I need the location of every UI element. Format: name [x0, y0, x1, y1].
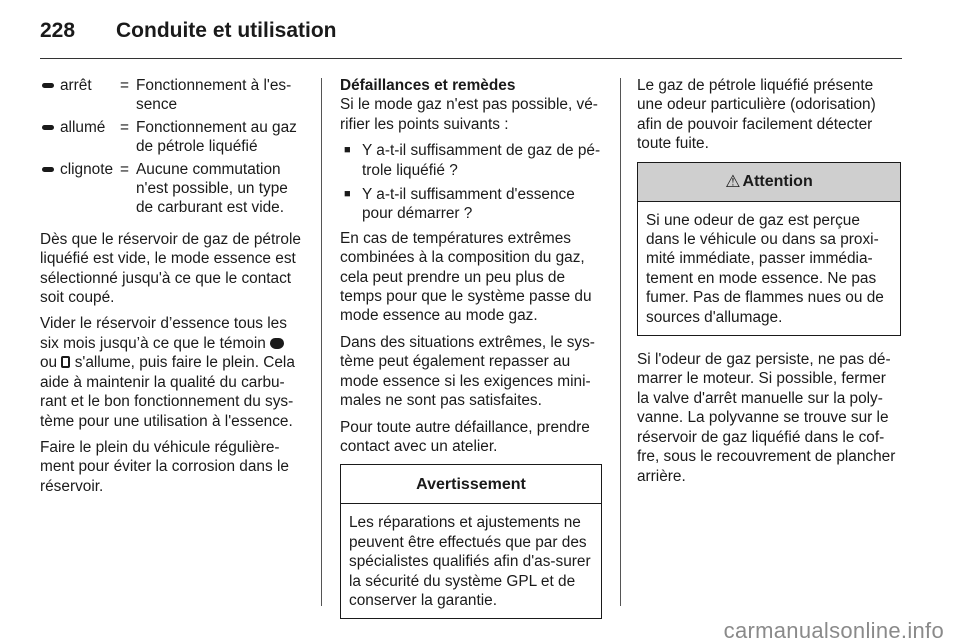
watermark: carmanualsonline.info	[723, 617, 944, 643]
column-divider	[620, 78, 621, 606]
status-meaning: Aucune commutation n'est possible, un type de carburant est vide.	[136, 160, 288, 217]
page-title: Conduite et utilisation	[116, 19, 337, 42]
list-item-text: Y a-t-il suffisamment d'essence pour démarrer ?	[362, 186, 575, 223]
warning-box	[637, 162, 901, 336]
status-meaning: Fonctionnement au gaz de pétrole liquéfié	[136, 118, 297, 156]
status-state: clignote	[60, 160, 114, 178]
list-item	[340, 141, 602, 180]
indicator-dash-icon	[42, 83, 54, 88]
status-state: arrêt	[60, 77, 92, 94]
status-state: allumé	[60, 118, 106, 136]
paragraph: Si l'odeur de gaz persiste, ne pas dé-marrer le moteur. Si possible, fermer la valve d'arrêt manuelle sur la poly-vanne. La polyvanne se trouve sur le réservoir de gaz liquéfié dans le cof-fre, sous le recouvrement de plancher arrière.	[637, 351, 896, 485]
table-row	[40, 160, 302, 218]
bullet-icon: ■	[344, 188, 351, 201]
column-1	[40, 76, 302, 503]
page-header	[40, 16, 902, 50]
status-meaning: Fonctionnement à l'es-sence	[136, 77, 292, 114]
indicator-dash-icon	[42, 167, 54, 172]
paragraph: Si le mode gaz n'est pas possible, vé-rifier les points suivants :	[340, 96, 598, 133]
paragraph-text: s'allume, puis faire le plein. Cela aide à maintenir la qualité du carbu-rant et le bon fonctionnement du sys-tème pour une utilisation à l'essence.	[40, 354, 295, 430]
paragraph: Dans des situations extrêmes, le sys-tème peut également repasser au mode essence si les exigences mini-males ne sont pas satisfaites.	[340, 333, 595, 410]
warning-header	[638, 163, 900, 202]
column-divider	[321, 78, 322, 606]
header-divider	[40, 58, 902, 59]
warning-lamp-icon	[270, 338, 284, 349]
column-3	[637, 76, 901, 493]
notice-body: Les réparations et ajustements ne peuvent être effectués que par des spécialistes qualifiés afin d'as-surer la sécurité du système GPL et de conserver la garantie.	[349, 514, 591, 609]
paragraph-text: ou	[40, 354, 58, 372]
bullet-icon: ■	[344, 144, 351, 157]
paragraph: Dès que le réservoir de gaz de pétrole liquéfié est vide, le mode essence est sélectionné jusqu'à ce que le contact soit coupé.	[40, 230, 301, 307]
list-item-text: Y a-t-il suffisamment de gaz de pé-trole liquéfié ?	[362, 142, 601, 179]
notice-title: Avertissement	[341, 465, 601, 504]
warning-triangle-icon: ⚠	[725, 171, 741, 191]
paragraph: Le gaz de pétrole liquéfié présente une odeur particulière (odorisation) afin de pouvoir facilement détecter toute fuite.	[637, 77, 876, 153]
status-table	[40, 76, 302, 218]
status-equals: =	[120, 118, 129, 136]
status-equals: =	[120, 160, 129, 178]
status-equals: =	[120, 77, 129, 94]
indicator-dash-icon	[42, 125, 54, 130]
list-item	[340, 185, 602, 224]
column-2	[340, 76, 602, 619]
paragraph: Pour toute autre défaillance, prendre contact avec un atelier.	[340, 418, 590, 455]
paragraph: En cas de températures extrêmes combinées à la composition du gaz, cela peut prendre un peu plus de temps pour que le système passe du mode essence au mode gaz.	[340, 229, 592, 325]
paragraph-text: Vider le réservoir d’essence tous les six mois jusqu’à ce que le témoin	[40, 315, 287, 352]
notice-box	[340, 464, 602, 619]
paragraph	[40, 314, 302, 430]
fuel-pump-icon	[61, 356, 70, 368]
page-number: 228	[40, 19, 76, 42]
warning-body: Si une odeur de gaz est perçue dans le véhicule ou dans sa proxi-mité immédiate, passer immédia-tement en mode essence. Ne pas fumer. Pas de flammes nues ou de sources d'allumage.	[646, 211, 884, 326]
warning-title: Attention	[742, 172, 813, 190]
table-row	[40, 76, 302, 115]
table-row	[40, 118, 302, 157]
section-heading: Défaillances et remèdes	[340, 77, 516, 94]
paragraph: Faire le plein du véhicule régulière-ment pour éviter la corrosion dans le réservoir.	[40, 438, 289, 495]
